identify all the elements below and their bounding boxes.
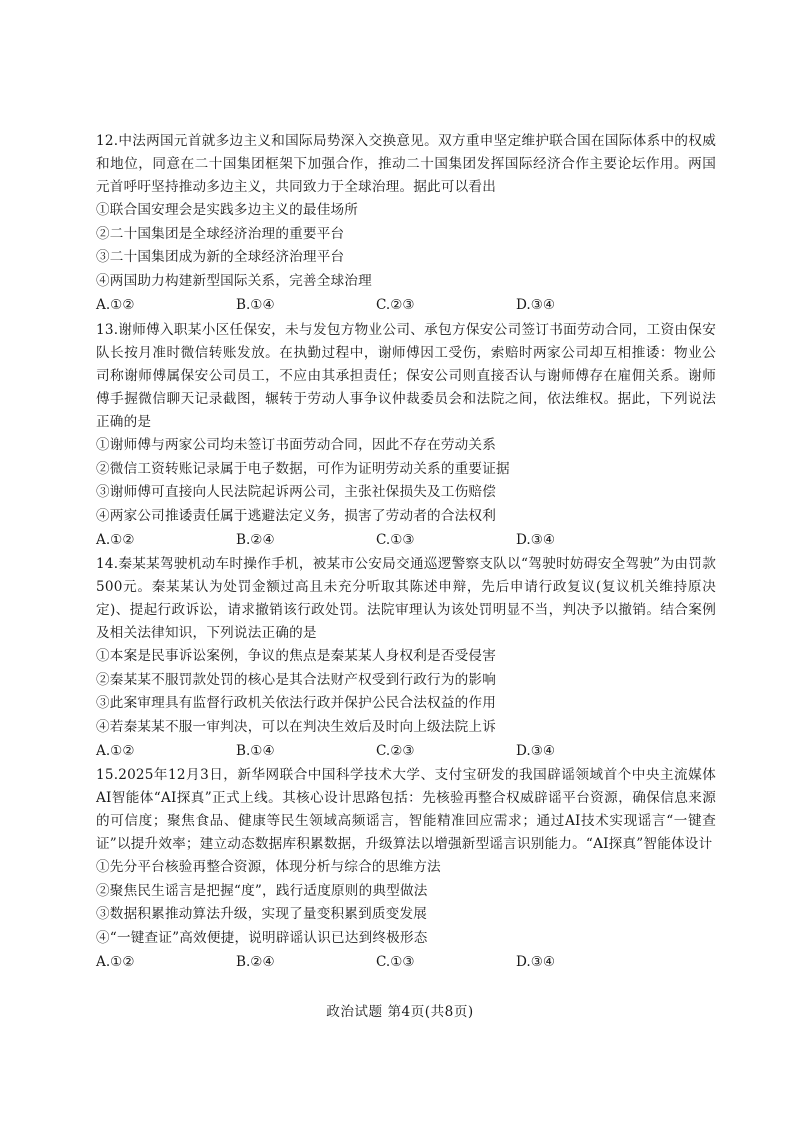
choice-d: D.③④ (516, 954, 556, 970)
statement-option: ③此案审理具有监督行政机关依法行政并保护公民合法权益的作用 (96, 695, 497, 711)
question-14 (96, 553, 716, 763)
statement-option: ④“一键查证”高效便捷，说明辟谣认识已达到终极形态 (96, 929, 428, 946)
choice-a: A.①② (96, 532, 135, 548)
question-stem: 12.中法两国元首就多边主义和国际局势深入交换意见。双方重申坚定维护联合国在国际体系中的权威和地位，同意在二十国集团框架下加强合作，推动二十国集团发挥国际经济合作主要论坛作用。两国元首呼吁坚持推动多边主义，共同致力于全球治理。据此可以看出 (96, 133, 716, 195)
statement-option: ①联合国安理会是实践多边主义的最佳场所 (96, 202, 359, 218)
statement-option: ①本案是民事诉讼案例，争议的焦点是秦某某人身权利是否受侵害 (96, 648, 497, 664)
question-15 (96, 764, 716, 974)
statement-option: ③数据积累推动算法升级，实现了量变积累到质变发展 (96, 906, 428, 922)
answer-choices (96, 950, 716, 974)
choice-c: C.①③ (376, 532, 415, 548)
statement-option: ②秦某某不服罚款处罚的核心是其合法财产权受到行政行为的影响 (96, 671, 497, 688)
choice-d: D.③④ (516, 743, 556, 759)
answer-choices (96, 528, 716, 552)
choice-b: B.②④ (236, 954, 275, 970)
choice-a: A.①② (96, 743, 135, 759)
question-13 (96, 319, 716, 552)
question-stem: 14.秦某某驾驶机动车时操作手机，被某市公安局交通巡逻警察支队以“驾驶时妨碍安全驾驶”为由罚款500元。秦某某认为处罚金额过高且未充分听取其陈述申辩，先后申请行政复议(复议机关维持原决定)、提起行政诉讼，请求撤销该行政处罚。法院审理认为该处罚明显不当，判决予以撤销。结合案例及相关法律知识，下列说法正确的是 (96, 556, 716, 641)
choice-a: A.①② (96, 297, 135, 313)
choice-c: C.②③ (376, 297, 415, 313)
statement-option: ②聚焦民生谣言是把握“度”，践行适度原则的典型做法 (96, 882, 428, 899)
choice-d: D.③④ (516, 297, 556, 313)
choice-b: B.①④ (236, 743, 275, 759)
choice-a: A.①② (96, 954, 135, 970)
question-stem: 13.谢师傅入职某小区任保安，未与发包方物业公司、承包方保安公司签订书面劳动合同，工资由保安队长按月准时微信转账发放。在执勤过程中，谢师傅因工受伤，索赔时两家公司却互相推诿：物业公司称谢师傅属保安公司员工，不应由其承担责任；保安公司则直接否认与谢师傅存在雇佣关系。谢师傅手握微信聊天记录截图，辗转于劳动人事争议仲裁委员会和法院之间，依法维权。据此，下列说法正确的是 (96, 322, 716, 430)
choice-c: C.①③ (376, 954, 415, 970)
question-12 (96, 130, 716, 317)
statement-option: ②二十国集团是全球经济治理的重要平台 (96, 225, 345, 242)
statement-option: ②微信工资转账记录属于电子数据，可作为证明劳动关系的重要证据 (96, 460, 510, 477)
question-stem: 15.2025年12月3日，新华网联合中国科学技术大学、支付宝研发的我国辟谣领域首个中央主流媒体AI智能体“AI探真”正式上线。其核心设计思路包括：先核验再整合权威辟谣平台资源，确保信息来源的可信度；聚焦食品、健康等民生领域高频谣言，智能精准回应需求；通过AI技术实现谣言“一键查证”以提升效率；建立动态数据库积累数据，升级算法以增强新型谣言识别能力。“AI探真”智能体设计 (96, 767, 716, 852)
page-footer: 政治试题 第4页(共8页) (326, 1004, 474, 1020)
statement-option: ③谢师傅可直接向人民法院起诉两公司，主张社保损失及工伤赔偿 (96, 484, 497, 500)
answer-choices (96, 739, 716, 763)
statement-option: ③二十国集团成为新的全球经济治理平台 (96, 249, 345, 265)
statement-option: ④两家公司推诿责任属于逃避法定义务，损害了劳动者的合法权利 (96, 507, 497, 524)
statement-option: ①谢师傅与两家公司均未签订书面劳动合同，因此不存在劳动关系 (96, 437, 497, 453)
statement-option: ④两国助力构建新型国际关系，完善全球治理 (96, 272, 372, 289)
answer-choices (96, 293, 716, 317)
statement-option: ①先分平台核验再整合资源，体现分析与综合的思维方法 (96, 859, 441, 875)
choice-b: B.①④ (236, 297, 275, 313)
choice-d: D.③④ (516, 532, 556, 548)
choice-b: B.②④ (236, 532, 275, 548)
statement-option: ④若秦某某不服一审判决，可以在判决生效后及时向上级法院上诉 (96, 718, 497, 735)
choice-c: C.②③ (376, 743, 415, 759)
